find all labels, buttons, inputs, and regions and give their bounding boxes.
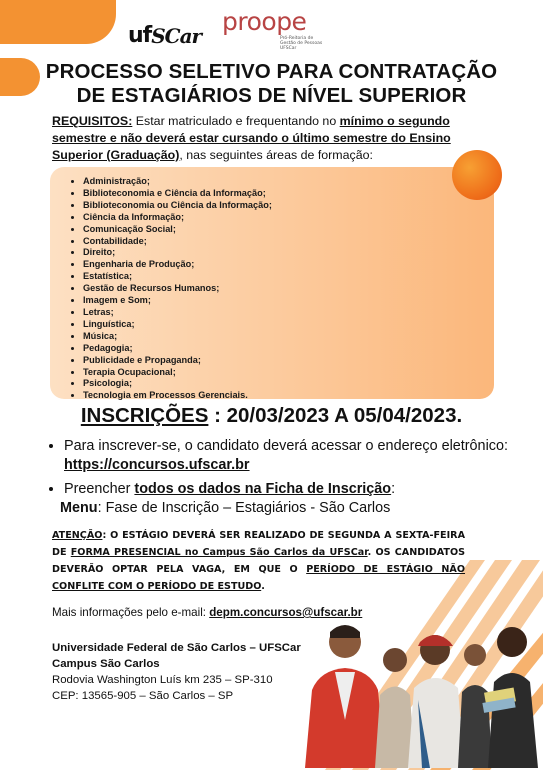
requirements-label: REQUISITOS: xyxy=(52,114,133,128)
area-item: • Comunicação Social; xyxy=(83,224,272,236)
instruction-access-text: Para inscrever-se, o candidato deverá acessar o endereço eletrônico: xyxy=(64,438,508,454)
proope-logo xyxy=(222,7,342,51)
requirements-highlight: mínimo o segundo semestre e não deverá estar cursando o último semestre do Ensino Superior (Graduação) xyxy=(52,114,451,162)
area-item: • Tecnologia em Processos Gerenciais. xyxy=(83,390,272,402)
proope-logo-text: proope xyxy=(222,7,307,36)
area-item: • Publicidade e Propaganda; xyxy=(83,355,272,367)
students-photo xyxy=(290,620,543,768)
ufscar-logo-text-b: SCar xyxy=(151,24,202,48)
instruction-fill-text: Preencher xyxy=(64,481,135,497)
area-item: • Administração; xyxy=(83,176,272,188)
contact-email-link[interactable]: depm.concursos@ufscar.br xyxy=(209,606,363,619)
attention-highlight2: PERÍODO DE ESTÁGIO NÃO CONFLITE COM O PERÍODO DE ESTUDO xyxy=(52,564,466,592)
attention-highlight1: FORMA PRESENCIAL no Campus São Carlos da UFSCar xyxy=(70,547,368,558)
registration-period: : 20/03/2023 A 05/04/2023. xyxy=(208,404,463,427)
area-item: • Imagem e Som; xyxy=(83,295,272,307)
area-item: • Biblioteconomia e Ciência da Informação; xyxy=(83,188,272,200)
requirements-text-part1: Estar matriculado e frequentando no xyxy=(132,114,340,128)
page-title-line2: DE ESTAGIÁRIOS DE NÍVEL SUPERIOR xyxy=(76,84,467,107)
area-item: • Engenharia de Produção; xyxy=(83,259,272,271)
page-title xyxy=(20,60,523,108)
area-item: • Biblioteconomia ou Ciência da Informação; xyxy=(83,200,272,212)
area-item: • Direito; xyxy=(83,247,272,259)
area-item: • Música; xyxy=(83,331,272,343)
contact-info xyxy=(52,606,362,619)
attention-label: ATENÇÃO xyxy=(52,530,103,541)
registration-dates xyxy=(0,404,543,428)
menu-path: : Fase de Inscrição – Estagiários - São Carlos xyxy=(97,500,391,516)
address-block xyxy=(52,640,301,704)
decor-circle xyxy=(452,150,502,200)
ufscar-logo xyxy=(128,8,201,48)
registration-label: INSCRIÇÕES xyxy=(80,404,209,427)
contact-label: Mais informações pelo e-mail: xyxy=(52,606,210,619)
proope-logo-subtitle: Pró-Reitoria de Gestão de Pessoas UFSCar xyxy=(280,36,323,51)
area-item: • Psicologia; xyxy=(83,378,272,390)
concursos-link[interactable]: https://concursos.ufscar.br xyxy=(64,457,250,473)
area-item: • Estatística; xyxy=(83,271,272,283)
address-road: Rodovia Washington Luís km 235 – SP-310 xyxy=(52,674,273,686)
areas-list xyxy=(71,176,272,402)
attention-notice xyxy=(52,527,465,595)
instruction-item xyxy=(60,480,514,518)
address-university: Universidade Federal de São Carlos – UFSCar xyxy=(52,642,301,654)
area-item: • Letras; xyxy=(83,307,272,319)
area-item: • Linguística; xyxy=(83,319,272,331)
requirements-text-part2: , nas seguintes áreas de formação: xyxy=(179,148,373,162)
menu-label: Menu xyxy=(60,500,98,516)
area-item: • Pedagogia; xyxy=(83,343,272,355)
instructions-list xyxy=(48,437,514,523)
decor-pill-top xyxy=(0,0,116,44)
instruction-fill-end: : xyxy=(391,481,396,497)
requirements-text xyxy=(52,113,482,164)
instruction-item xyxy=(64,437,514,475)
instruction-fill-bold: todos os dados na Ficha de Inscrição xyxy=(134,481,392,497)
area-item: • Terapia Ocupacional; xyxy=(83,367,272,379)
attention-part2: . OS CANDIDATOS DEVERÃO OPTAR PELA VAGA, EM QUE O xyxy=(52,547,466,575)
attention-part3: . xyxy=(261,581,265,592)
area-item: • Contabilidade; xyxy=(83,236,272,248)
area-item: • Gestão de Recursos Humanos; xyxy=(83,283,272,295)
page-title-line1: PROCESSO SELETIVO PARA CONTRATAÇÃO xyxy=(45,60,498,83)
address-cep: CEP: 13565-905 – São Carlos – SP xyxy=(52,690,234,702)
area-item: • Ciência da Informação; xyxy=(83,212,272,224)
address-campus: Campus São Carlos xyxy=(52,658,160,670)
attention-part1: : O ESTÁGIO DEVERÁ SER REALIZADO DE SEGUNDA A SEXTA-FEIRA DE xyxy=(52,530,465,558)
ufscar-logo-text-a: uf xyxy=(128,23,152,48)
